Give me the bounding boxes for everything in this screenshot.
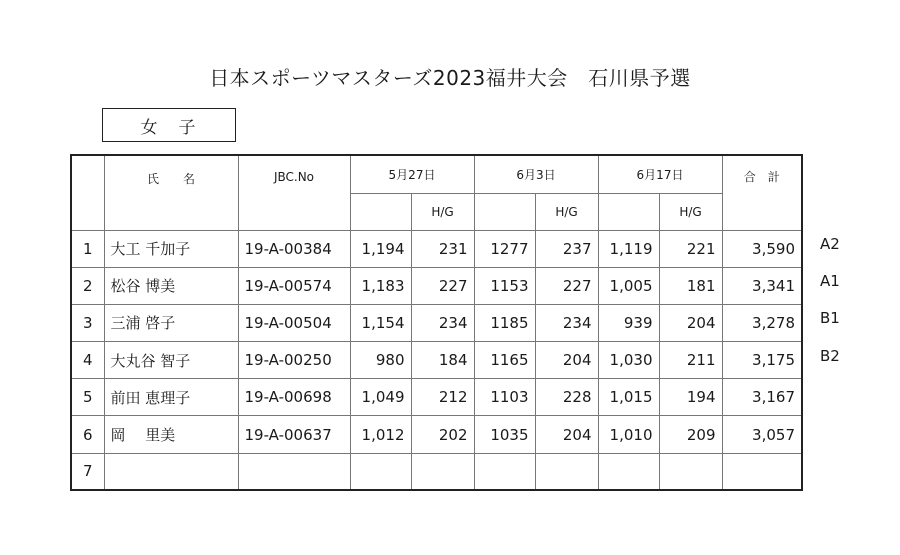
name-cell: 岡 里美 (104, 416, 238, 453)
rank-cell: 2 (71, 267, 104, 304)
total-cell: 3,175 (722, 342, 802, 379)
jbc-cell: 19-A-00504 (238, 304, 350, 341)
total-header: 合 計 (722, 155, 802, 230)
table-row (71, 304, 802, 341)
series1-score-cell: 1,154 (350, 304, 411, 341)
series2-score-cell: 1153 (474, 267, 535, 304)
table-row (71, 416, 802, 453)
table-row (71, 342, 802, 379)
series2-hg-cell: 204 (535, 416, 598, 453)
series2-score-cell: 1185 (474, 304, 535, 341)
series3-hg-cell: 194 (659, 379, 722, 416)
jbc-cell: 19-A-00384 (238, 230, 350, 267)
series1-hg-cell: 227 (411, 267, 474, 304)
hg2-header: H/G (535, 193, 598, 230)
class-label: A2 (820, 235, 840, 253)
series1-hg-cell: 234 (411, 304, 474, 341)
series1-score-cell: 1,049 (350, 379, 411, 416)
series2-hg-cell: 228 (535, 379, 598, 416)
jbc-cell: 19-A-00698 (238, 379, 350, 416)
series3-hg-cell: 204 (659, 304, 722, 341)
series2-score-cell (474, 453, 535, 490)
series1-hg-cell: 231 (411, 230, 474, 267)
series3-score-cell: 1,119 (598, 230, 659, 267)
class-label: B1 (820, 309, 840, 328)
hg3-header: H/G (659, 193, 722, 230)
header-row (71, 155, 802, 193)
date1-header: 5月27日 (350, 155, 474, 193)
series2-score-cell: 1103 (474, 379, 535, 416)
total-cell: 3,167 (722, 379, 802, 416)
total-cell: 3,341 (722, 267, 802, 304)
name-cell: 大丸谷 智子 (104, 342, 238, 379)
series3-score-cell (598, 453, 659, 490)
name-cell: 大工 千加子 (104, 230, 238, 267)
series1-score-cell: 1,012 (350, 416, 411, 453)
name-cell: 松谷 博美 (104, 267, 238, 304)
rank-header (71, 155, 104, 230)
series1-score-cell (350, 453, 411, 490)
series3-hg-cell: 181 (659, 267, 722, 304)
series3-hg-cell (659, 453, 722, 490)
rank-cell: 3 (71, 304, 104, 341)
rank-cell: 7 (71, 453, 104, 490)
table-row (71, 453, 802, 490)
date2-header: 6月3日 (474, 155, 598, 193)
jbc-header: JBC.No (238, 155, 350, 230)
series1-score-cell: 980 (350, 342, 411, 379)
class-label: B2 (820, 346, 840, 365)
rank-cell: 6 (71, 416, 104, 453)
series1-hg-cell: 202 (411, 416, 474, 453)
series2-score-cell: 1165 (474, 342, 535, 379)
jbc-cell (238, 453, 350, 490)
series3-score-cell: 939 (598, 304, 659, 341)
table-row (71, 267, 802, 304)
total-cell: 3,590 (722, 230, 802, 267)
date3-header: 6月17日 (598, 155, 722, 193)
series3-score-header (598, 193, 659, 230)
table-row (71, 230, 802, 267)
rank-cell: 1 (71, 230, 104, 267)
total-cell: 3,057 (722, 416, 802, 453)
name-cell: 三浦 啓子 (104, 304, 238, 341)
jbc-cell: 19-A-00574 (238, 267, 350, 304)
jbc-cell: 19-A-00250 (238, 342, 350, 379)
document-title: 日本スポーツマスターズ2023福井大会 石川県予選 (209, 66, 691, 90)
total-cell (722, 453, 802, 490)
rank-cell: 5 (71, 379, 104, 416)
series1-hg-cell: 184 (411, 342, 474, 379)
total-cell: 3,278 (722, 304, 802, 341)
series2-hg-cell: 227 (535, 267, 598, 304)
category-label: 女 子 (102, 108, 236, 142)
series2-hg-cell (535, 453, 598, 490)
series3-score-cell: 1,015 (598, 379, 659, 416)
series2-hg-cell: 237 (535, 230, 598, 267)
series2-hg-cell: 234 (535, 304, 598, 341)
series1-hg-cell: 212 (411, 379, 474, 416)
series3-score-cell: 1,010 (598, 416, 659, 453)
jbc-cell: 19-A-00637 (238, 416, 350, 453)
name-header: 氏 名 (104, 155, 238, 230)
series1-hg-cell (411, 453, 474, 490)
rank-cell: 4 (71, 342, 104, 379)
class-label: A1 (820, 272, 840, 291)
series2-score-header (474, 193, 535, 230)
series1-score-cell: 1,194 (350, 230, 411, 267)
results-table (70, 154, 803, 491)
series1-score-cell: 1,183 (350, 267, 411, 304)
series2-score-cell: 1035 (474, 416, 535, 453)
series3-score-cell: 1,005 (598, 267, 659, 304)
series1-score-header (350, 193, 411, 230)
series3-hg-cell: 211 (659, 342, 722, 379)
table-row (71, 379, 802, 416)
name-cell (104, 453, 238, 490)
name-cell: 前田 恵理子 (104, 379, 238, 416)
series3-score-cell: 1,030 (598, 342, 659, 379)
hg1-header: H/G (411, 193, 474, 230)
series2-score-cell: 1277 (474, 230, 535, 267)
series2-hg-cell: 204 (535, 342, 598, 379)
series3-hg-cell: 221 (659, 230, 722, 267)
series3-hg-cell: 209 (659, 416, 722, 453)
